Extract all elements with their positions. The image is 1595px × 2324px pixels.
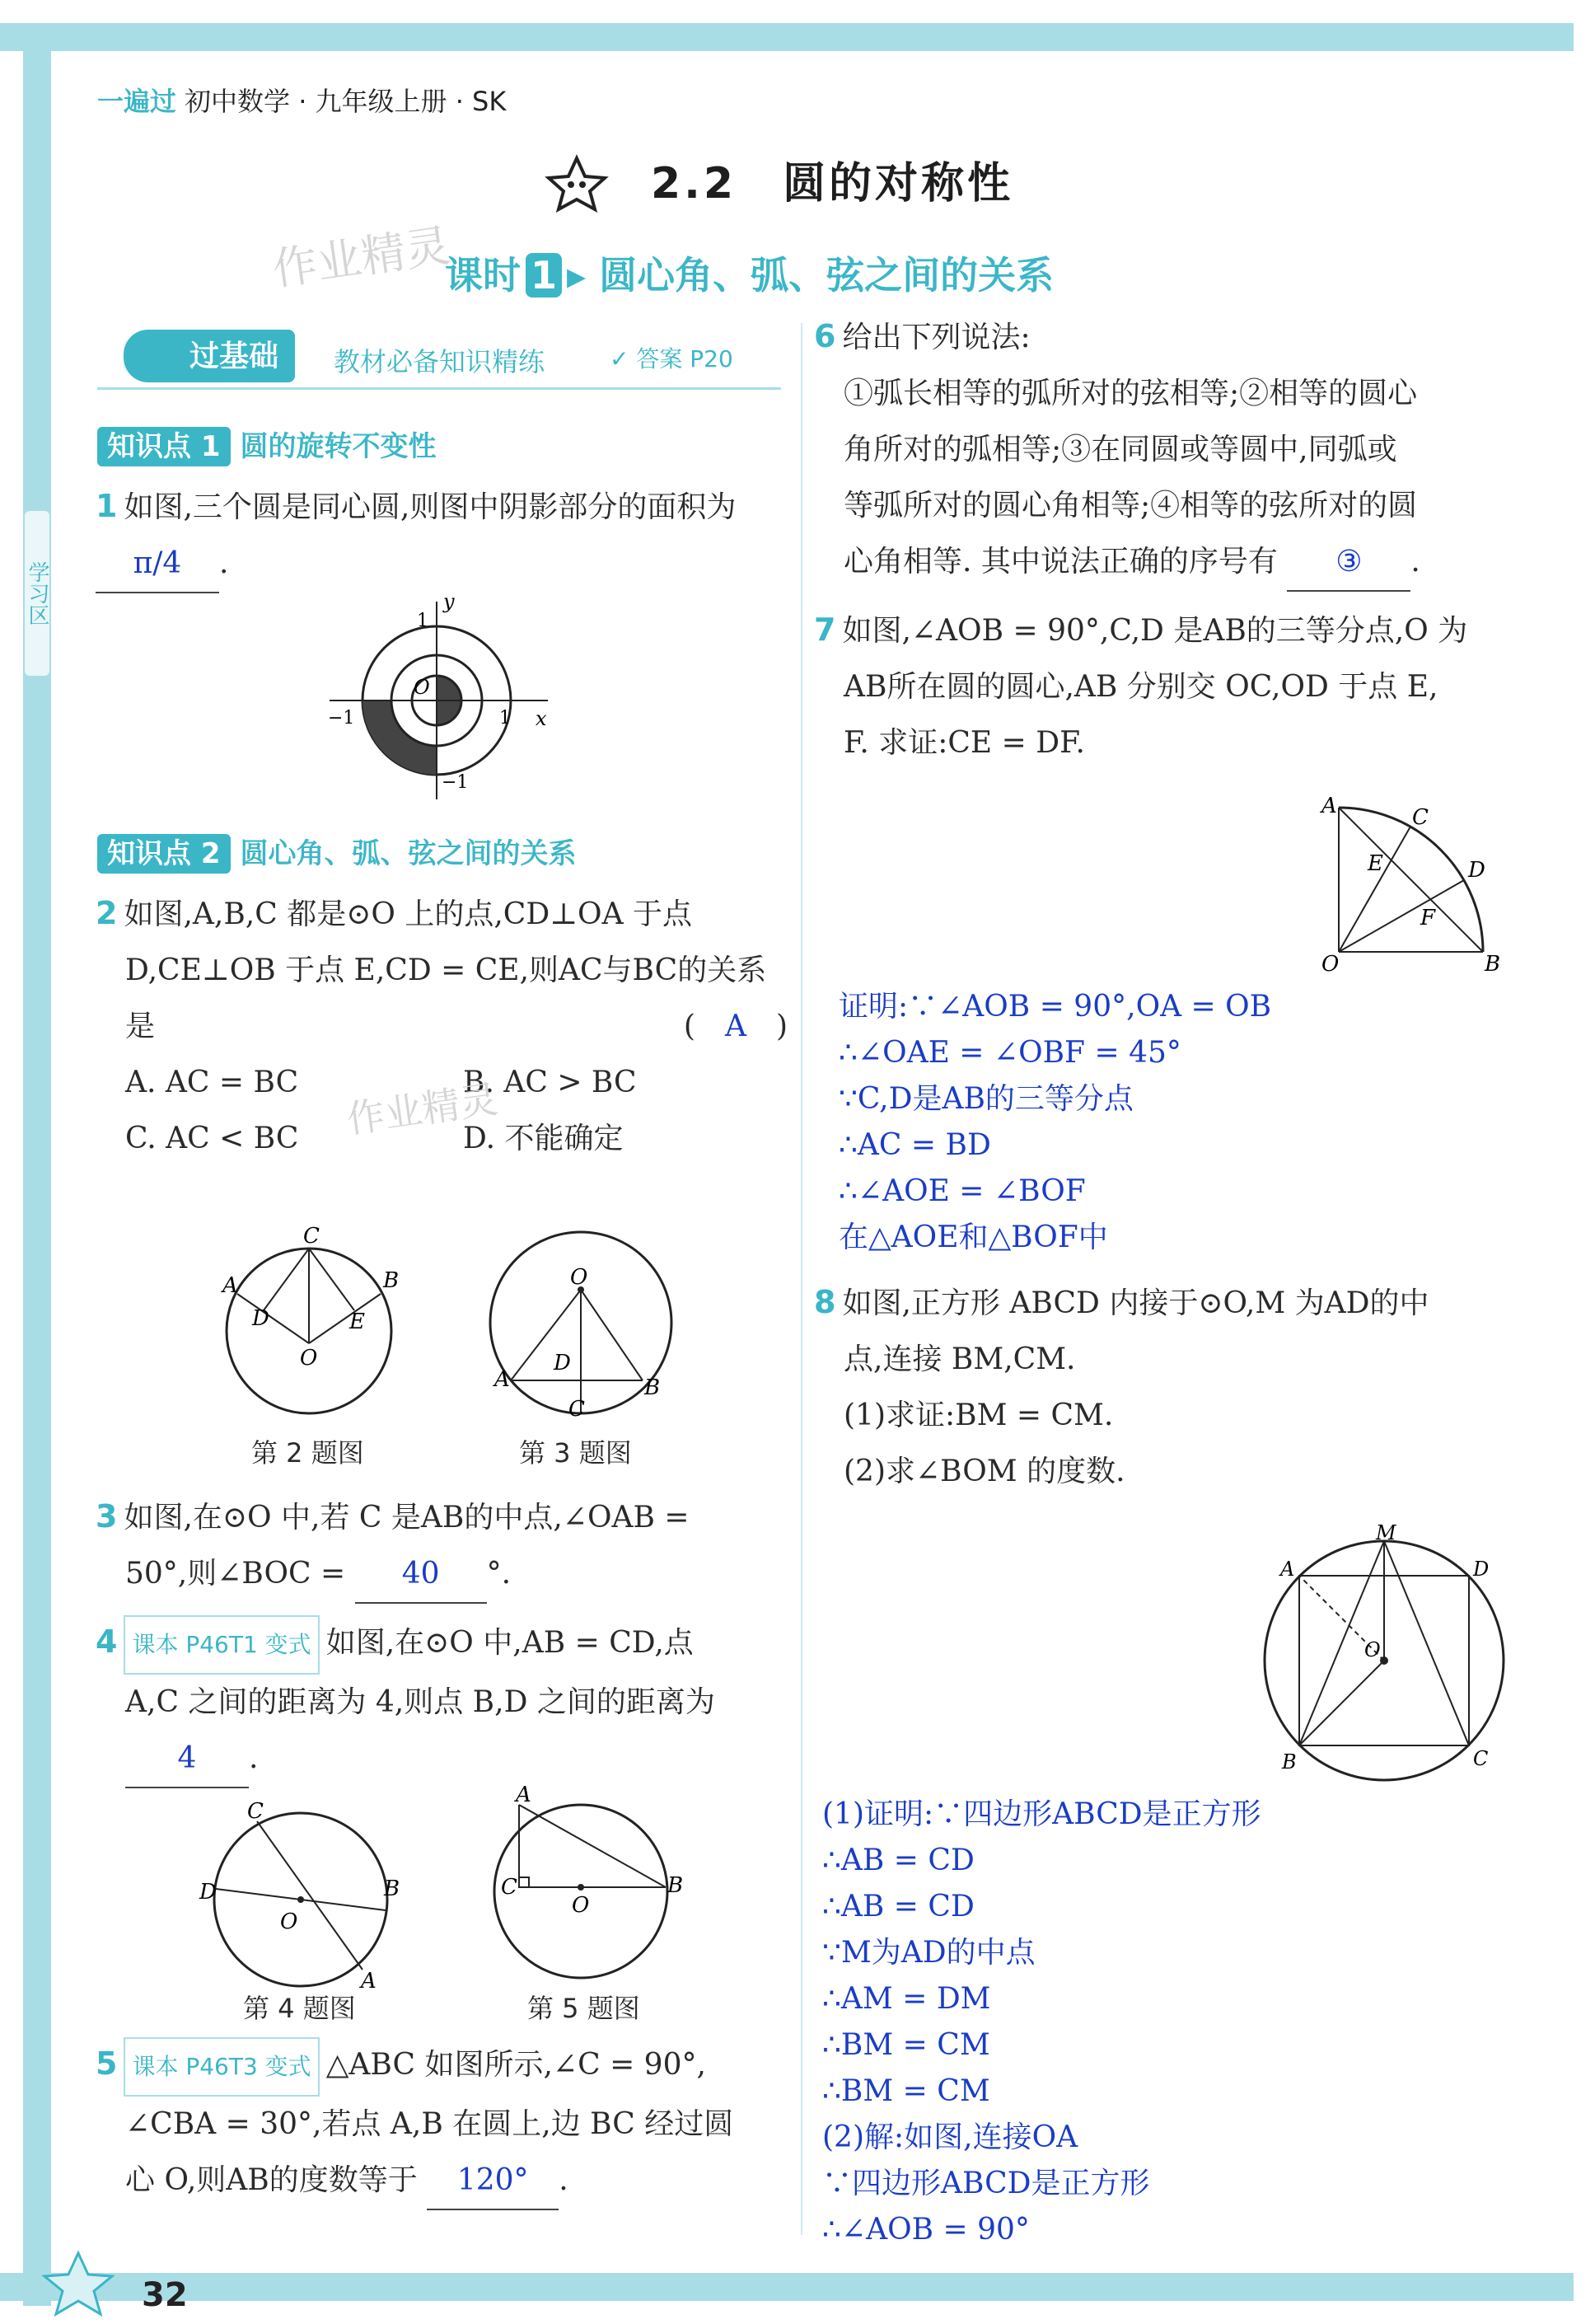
q4-text-1: 如图,在⊙O 中,AB = CD,点 xyxy=(325,1626,694,1660)
kp1-name: 圆的旋转不变性 xyxy=(240,430,437,463)
knowledge-point-2 xyxy=(97,831,577,871)
q1-answer-blank: π/4 xyxy=(96,536,219,593)
q3-figure xyxy=(478,1220,692,1426)
q2-label-b: B xyxy=(383,1268,400,1293)
q8-line-4: (2)求∠BOM 的度数. xyxy=(844,1455,1125,1488)
q1-end: . xyxy=(219,546,229,580)
q5-text-1: △ABC 如图所示,∠C = 90°, xyxy=(325,2048,706,2082)
q2-figure xyxy=(214,1224,412,1426)
q8-solution-line-10: ∴∠AOB = 90° xyxy=(822,2213,1030,2247)
q1-label-pos1: 1 xyxy=(499,708,511,729)
q7-number: 7 xyxy=(814,611,836,648)
q8-solution-line-2: ∴AB = CD xyxy=(822,1844,975,1877)
q8-solution-line-9: ∵四边形ABCD是正方形 xyxy=(822,2167,1150,2200)
q2-text-1: 如图,A,B,C 都是⊙O 上的点,CD⊥OA 于点 xyxy=(124,897,693,931)
q6-answer-blank: ③ xyxy=(1287,534,1410,592)
q4-figure xyxy=(198,1797,404,1994)
q2-option-b: B. AC > BC xyxy=(463,1066,637,1099)
q8-label-m: M xyxy=(1376,1521,1396,1544)
left-border xyxy=(23,23,51,2306)
question-7 xyxy=(814,602,1506,771)
q8-solution-line-1: (1)证明:∵四边形ABCD是正方形 xyxy=(822,1797,1261,1831)
lesson-arrow-icon: ▸ xyxy=(567,253,587,298)
q3-label-b: B xyxy=(644,1375,661,1400)
q1-label-neg1y: −1 xyxy=(442,772,469,793)
q2-label-d: D xyxy=(252,1306,269,1331)
q8-label-b: B xyxy=(1282,1750,1297,1773)
q5-end: . xyxy=(559,2163,568,2197)
fig5-caption: 第 5 题图 xyxy=(527,1993,640,2024)
q7-line-1: 如图,∠AOB = 90°,C,D 是AB的三等分点,O 为 xyxy=(842,614,1468,648)
q7-label-d: D xyxy=(1468,858,1485,883)
bottom-border xyxy=(0,2273,1574,2301)
q6-line-3: 角所对的弧相等;③在同圆或等圆中,同弧或 xyxy=(844,433,1397,466)
q4-text-2: A,C 之间的距离为 4,则点 B,D 之间的距离为 xyxy=(125,1685,715,1719)
side-tab: 学习区 xyxy=(25,511,49,676)
q8-solution-line-8: (2)解:如图,连接OA xyxy=(822,2120,1078,2154)
q2-text-2: D,CE⊥OB 于点 E,CD = CE,则AC与BC的关系 xyxy=(125,953,767,987)
q8-solution-line-3: ∴AB = CD xyxy=(822,1890,975,1923)
q4-label-b: B xyxy=(384,1877,400,1901)
q3-label-c: C xyxy=(568,1397,585,1422)
page-number: 32 xyxy=(142,2276,188,2314)
lesson-heading xyxy=(445,246,1054,300)
watermark: 作业精灵 xyxy=(269,219,453,296)
q8-solution-line-5: ∴AM = DM xyxy=(822,1982,991,2016)
q2-option-d: D. 不能确定 xyxy=(463,1122,624,1155)
jichu-banner: 过基础 xyxy=(124,330,295,382)
q8-line-2: 点,连接 BM,CM. xyxy=(844,1342,1076,1376)
q5-answer-blank: 120° xyxy=(427,2153,559,2210)
q8-solution-line-6: ∴BM = CM xyxy=(822,2028,990,2062)
q8-figure xyxy=(1252,1521,1524,1788)
q7-solution-line-1: 证明:∵∠AOB = 90°,OA = OB xyxy=(839,990,1272,1024)
q6-number: 6 xyxy=(814,318,836,354)
kp1-tag: 知识点 1 xyxy=(97,427,231,466)
question-1 xyxy=(96,478,788,593)
q1-figure xyxy=(313,590,560,808)
q7-solution-line-5: ∴∠AOE = ∠BOF xyxy=(839,1174,1086,1208)
q8-line-1: 如图,正方形 ABCD 内接于⊙O,M 为AD的中 xyxy=(842,1286,1429,1320)
lesson-name: 圆心角、弧、弦之间的关系 xyxy=(599,253,1055,298)
q6-end: . xyxy=(1410,545,1420,579)
q3-label-d: D xyxy=(554,1351,571,1375)
q6-line-4: 等弧所对的圆心角相等;④相等的弦所对的圆 xyxy=(844,489,1418,522)
q1-label-x: x xyxy=(536,707,547,730)
question-3 xyxy=(96,1488,788,1604)
q8-number: 8 xyxy=(814,1284,836,1320)
column-divider xyxy=(801,323,802,2235)
q8-solution xyxy=(822,1792,1514,2247)
q1-number: 1 xyxy=(96,488,118,524)
q3-text-2: 50°,则∠BOC = xyxy=(125,1557,346,1591)
q4-answer-blank: 4 xyxy=(125,1731,249,1788)
q2-label-e: E xyxy=(349,1310,365,1334)
q2-option-a: A. AC = BC xyxy=(125,1066,299,1099)
q5-text-2: ∠CBA = 30°,若点 A,B 在圆上,边 BC 经过圆 xyxy=(125,2107,734,2141)
q8-label-a: A xyxy=(1280,1558,1295,1581)
q7-label-f: F xyxy=(1420,906,1436,930)
q7-solution-line-6: 在△AOE和△BOF中 xyxy=(839,1221,1108,1254)
q7-solution-line-4: ∴AC = BD xyxy=(839,1128,991,1162)
q2-answer-value: A xyxy=(724,1010,746,1043)
fig4-caption: 第 4 题图 xyxy=(243,1993,356,2024)
q5-label-a: A xyxy=(516,1783,531,1807)
q2-text-3: 是 xyxy=(125,1010,156,1043)
question-5 xyxy=(96,2036,788,2210)
q4-label-d: D xyxy=(199,1880,217,1905)
jichu-subtitle: 教材必备知识精练 xyxy=(334,346,545,377)
q8-label-c: C xyxy=(1473,1747,1489,1770)
q8-line-3: (1)求证:BM = CM. xyxy=(844,1399,1114,1432)
q4-end: . xyxy=(249,1741,259,1775)
answer-page-ref: ✓ 答案 P20 xyxy=(610,345,733,372)
book-header xyxy=(97,81,506,119)
q3-label-o: O xyxy=(570,1265,588,1290)
q2-label-c: C xyxy=(303,1224,320,1249)
q4-label-c: C xyxy=(247,1799,264,1824)
q7-line-2: AB所在圆的圆心,AB 分别交 OC,OD 于点 E, xyxy=(844,670,1438,704)
q8-solution-line-4: ∵M为AD的中点 xyxy=(822,1936,1036,1970)
q3-label-a: A xyxy=(494,1367,510,1392)
q3-end: °. xyxy=(486,1557,512,1591)
q7-label-o: O xyxy=(1321,952,1340,977)
q2-answer: ( A ) xyxy=(683,1010,788,1043)
page-star-icon xyxy=(33,2250,124,2316)
q7-label-c: C xyxy=(1412,805,1429,830)
q1-label-neg1: −1 xyxy=(328,708,355,729)
q5-number: 5 xyxy=(96,2045,118,2082)
q4-label-a: A xyxy=(361,1969,377,1994)
q3-text-1: 如图,在⊙O 中,若 C 是AB的中点,∠OAB = xyxy=(124,1501,690,1534)
star-mascot-icon xyxy=(544,155,610,213)
q2-label-o: O xyxy=(300,1346,318,1371)
q8-label-o: O xyxy=(1364,1638,1381,1661)
section-title: 2.2 圆的对称性 xyxy=(651,159,1014,209)
q7-solution-line-2: ∴∠OAE = ∠OBF = 45° xyxy=(839,1036,1181,1070)
q6-line-2: ①弧长相等的弧所对的弦相等;②相等的圆心 xyxy=(844,377,1418,410)
q2-label-a: A xyxy=(222,1273,238,1298)
answer-ref-text: 答案 P20 xyxy=(636,345,733,372)
kp2-name: 圆心角、弧、弦之间的关系 xyxy=(240,837,577,870)
q1-label-pos1y: 1 xyxy=(417,611,428,631)
q8-solution-line-7: ∴BM = CM xyxy=(822,2074,990,2108)
top-border xyxy=(0,23,1574,51)
q4-number: 4 xyxy=(96,1624,118,1660)
q7-solution xyxy=(839,984,1514,1261)
q1-text: 如图,三个圆是同心圆,则图中阴影部分的面积为 xyxy=(124,490,737,524)
q6-line-1: 给出下列说法: xyxy=(842,321,1031,354)
q5-label-c: C xyxy=(501,1875,517,1900)
lesson-number: 1 xyxy=(526,253,562,298)
lesson-prefix: 课时 xyxy=(445,253,521,298)
q3-answer-blank: 40 xyxy=(355,1546,487,1604)
knowledge-point-1 xyxy=(97,424,437,464)
q5-textbook-ref: 课本 P46T3 变式 xyxy=(124,2037,319,2097)
q5-label-o: O xyxy=(572,1893,590,1918)
q7-label-b: B xyxy=(1485,952,1501,977)
book-series: 初中数学 · 九年级上册 · SK xyxy=(185,86,507,117)
q7-label-e: E xyxy=(1368,851,1383,876)
q3-number: 3 xyxy=(96,1498,118,1534)
q1-label-o: O xyxy=(414,676,430,699)
q5-text-3: 心 O,则AB的度数等于 xyxy=(125,2163,418,2197)
q7-line-3: F. 求证:CE = DF. xyxy=(844,726,1085,760)
q5-label-b: B xyxy=(667,1873,684,1898)
q6-line-5: 心角相等. 其中说法正确的序号有 xyxy=(844,545,1278,579)
q5-figure xyxy=(478,1783,692,1986)
q4-textbook-ref: 课本 P46T1 变式 xyxy=(124,1615,319,1675)
brand-name: 一遍过 xyxy=(97,86,177,117)
q8-label-d: D xyxy=(1473,1558,1490,1581)
kp2-tag: 知识点 2 xyxy=(97,834,231,874)
q1-label-y: y xyxy=(443,590,455,613)
banner-divider xyxy=(97,387,781,390)
q2-option-c: C. AC < BC xyxy=(125,1122,299,1155)
q7-label-a: A xyxy=(1321,794,1337,818)
question-6 xyxy=(814,308,1506,592)
question-8 xyxy=(814,1274,1506,1500)
question-4 xyxy=(96,1614,788,1788)
watermark-2: 作业精灵 xyxy=(344,1076,501,1142)
q2-number: 2 xyxy=(96,895,118,931)
q4-label-o: O xyxy=(280,1909,298,1934)
fig3-caption: 第 3 题图 xyxy=(519,1437,632,1469)
q7-solution-line-3: ∵C,D是AB的三等分点 xyxy=(839,1082,1134,1116)
fig2-caption: 第 2 题图 xyxy=(251,1437,364,1469)
q7-figure xyxy=(1310,791,1516,977)
